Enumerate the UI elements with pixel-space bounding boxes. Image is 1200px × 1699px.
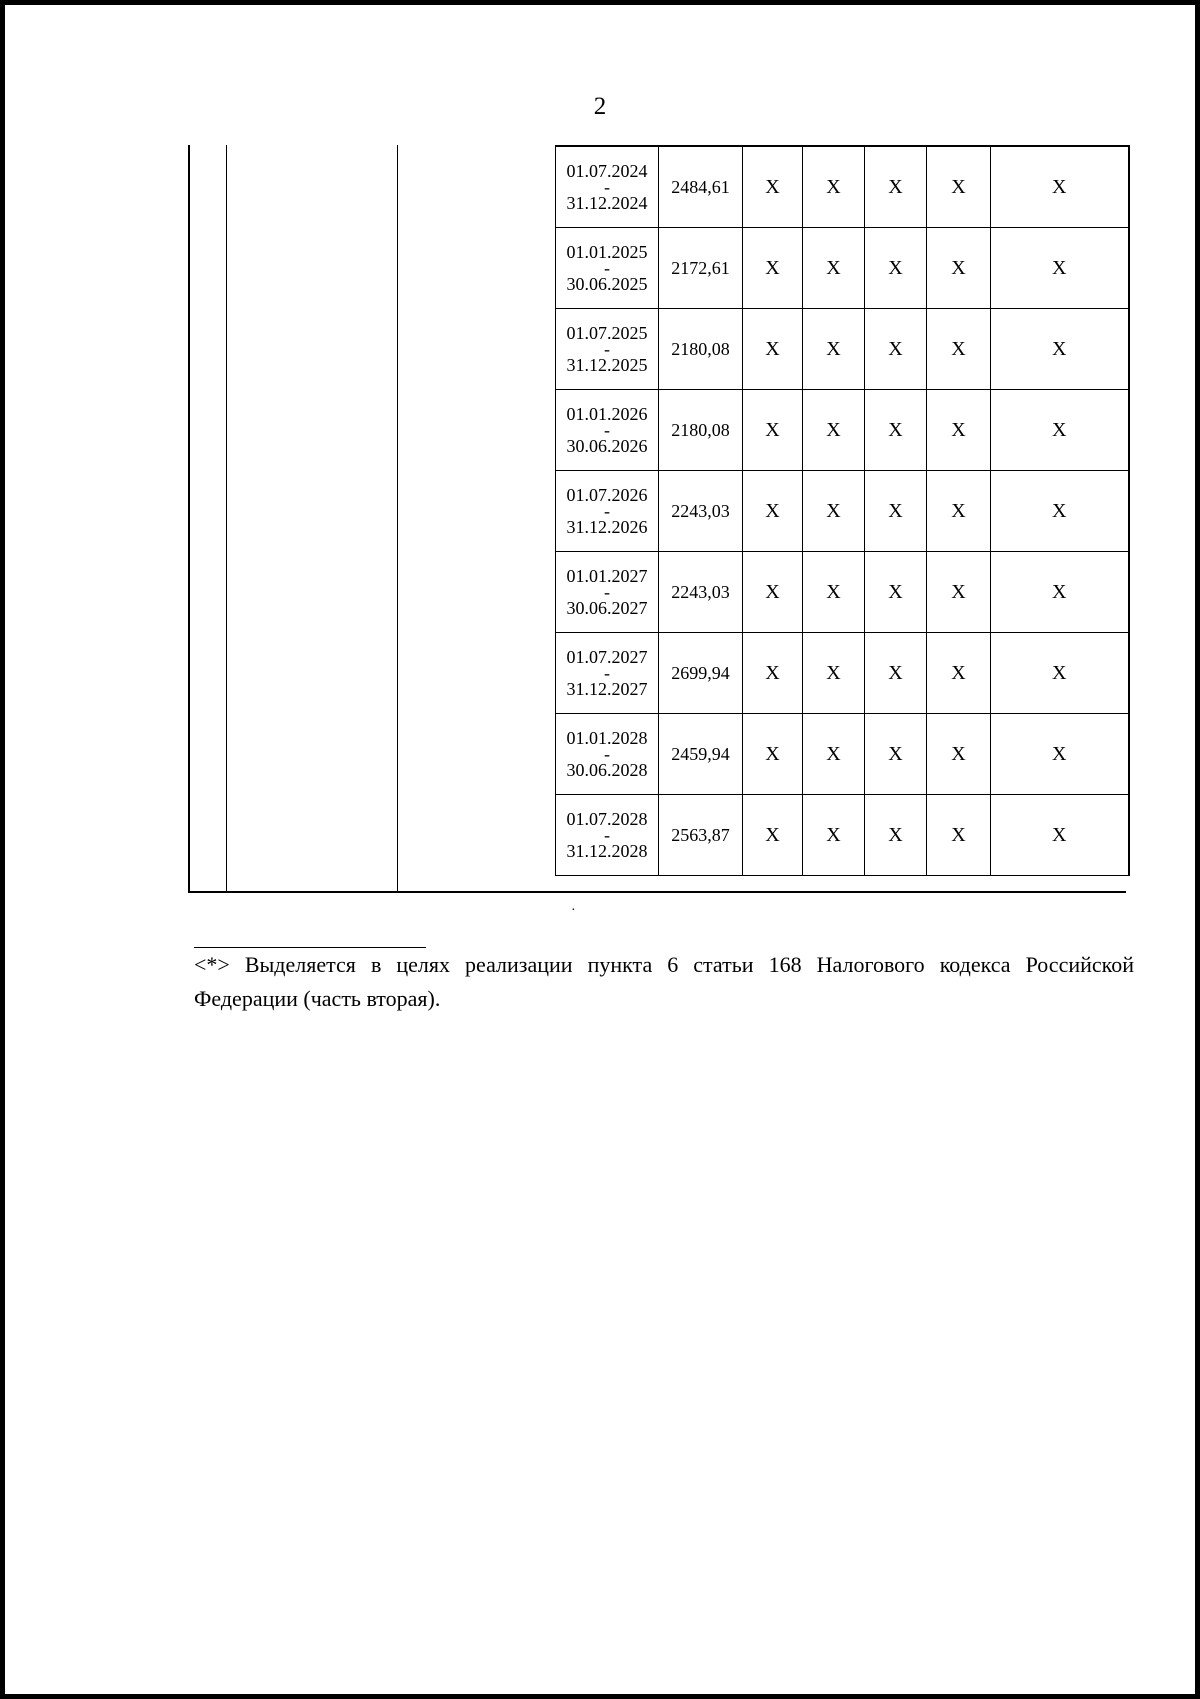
period-cell (556, 633, 659, 714)
mark-cell: X (927, 146, 991, 228)
mark-cell: X (927, 228, 991, 309)
mark-cell: X (865, 795, 927, 876)
table-row (556, 795, 1129, 876)
mark-cell: X (991, 390, 1129, 471)
mark-cell: X (865, 714, 927, 795)
mark-cell: X (803, 309, 865, 390)
mark-cell: X (927, 471, 991, 552)
mark-cell: X (743, 714, 803, 795)
period-separator: - (604, 582, 610, 602)
table-row (556, 471, 1129, 552)
page-number: 2 (593, 93, 607, 120)
period-cell (556, 390, 659, 471)
mark-cell: X (865, 552, 927, 633)
period-end: 30.06.2028 (566, 760, 648, 780)
mark-cell: X (991, 146, 1129, 228)
period-end: 31.12.2026 (566, 517, 648, 537)
period-start: 01.01.2026 (566, 404, 648, 424)
mark-cell: X (803, 714, 865, 795)
period-separator: - (604, 744, 610, 764)
period-start: 01.01.2027 (566, 566, 648, 586)
value-cell: 2172,61 (659, 228, 743, 309)
mark-cell: X (743, 471, 803, 552)
mark-cell: X (803, 552, 865, 633)
mark-cell: X (927, 795, 991, 876)
table-row (556, 228, 1129, 309)
table-row (556, 146, 1129, 228)
tariff-table (188, 145, 1126, 893)
period-cell (556, 471, 659, 552)
value-cell: 2563,87 (659, 795, 743, 876)
period-end: 31.12.2027 (566, 679, 648, 699)
value-cell: 2180,08 (659, 309, 743, 390)
mark-cell: X (991, 471, 1129, 552)
document-page (5, 5, 1195, 1694)
value-cell: 2243,03 (659, 552, 743, 633)
mark-cell: X (865, 633, 927, 714)
period-separator: - (604, 501, 610, 521)
mark-cell: X (991, 228, 1129, 309)
period-separator: - (604, 663, 610, 683)
mark-cell: X (743, 390, 803, 471)
mark-cell: X (927, 309, 991, 390)
table-row (556, 552, 1129, 633)
mark-cell: X (743, 795, 803, 876)
period-start: 01.01.2025 (566, 242, 648, 262)
mark-cell: X (803, 228, 865, 309)
mark-cell: X (991, 309, 1129, 390)
value-cell: 2243,03 (659, 471, 743, 552)
period-separator: - (604, 177, 610, 197)
period-separator: - (604, 258, 610, 278)
mark-cell: X (991, 795, 1129, 876)
mark-cell: X (927, 552, 991, 633)
mark-cell: X (927, 633, 991, 714)
mark-cell: X (991, 714, 1129, 795)
mark-cell: X (743, 228, 803, 309)
mark-cell: X (803, 146, 865, 228)
mark-cell: X (991, 552, 1129, 633)
mark-cell: X (865, 471, 927, 552)
mark-cell: X (865, 228, 927, 309)
mark-cell: X (803, 795, 865, 876)
period-cell (556, 146, 659, 228)
period-cell (556, 714, 659, 795)
period-cell (556, 309, 659, 390)
mark-cell: X (743, 146, 803, 228)
mark-cell: X (865, 309, 927, 390)
mark-cell: X (803, 471, 865, 552)
table-row (556, 633, 1129, 714)
period-cell (556, 795, 659, 876)
tariff-grid (555, 145, 1130, 876)
period-separator: - (604, 339, 610, 359)
mark-cell: X (803, 633, 865, 714)
period-cell (556, 228, 659, 309)
mark-cell: X (803, 390, 865, 471)
stray-mark: · (571, 903, 576, 918)
mark-cell: X (743, 633, 803, 714)
period-end: 31.12.2025 (566, 355, 648, 375)
value-cell: 2459,94 (659, 714, 743, 795)
period-start: 01.07.2024 (566, 161, 648, 181)
period-start: 01.07.2025 (566, 323, 648, 343)
column-divider (397, 145, 398, 891)
mark-cell: X (865, 390, 927, 471)
value-cell: 2699,94 (659, 633, 743, 714)
footnote-text: <*> Выделяется в целях реализации пункта 6 статьи 168 Налогового кодекса Российской Федерации (часть вторая). (194, 952, 1134, 1011)
mark-cell: X (865, 146, 927, 228)
mark-cell: X (991, 633, 1129, 714)
period-start: 01.07.2028 (566, 809, 648, 829)
period-cell (556, 552, 659, 633)
period-separator: - (604, 420, 610, 440)
period-end: 30.06.2026 (566, 436, 648, 456)
period-end: 31.12.2024 (566, 193, 648, 213)
table-row (556, 390, 1129, 471)
mark-cell: X (743, 552, 803, 633)
period-end: 30.06.2025 (566, 274, 648, 294)
period-start: 01.07.2026 (566, 485, 648, 505)
table-row (556, 309, 1129, 390)
mark-cell: X (927, 390, 991, 471)
mark-cell: X (927, 714, 991, 795)
period-end: 30.06.2027 (566, 598, 648, 618)
period-separator: - (604, 825, 610, 845)
column-divider (226, 145, 227, 891)
period-start: 01.07.2027 (566, 647, 648, 667)
value-cell: 2180,08 (659, 390, 743, 471)
period-start: 01.01.2028 (566, 728, 648, 748)
mark-cell: X (743, 309, 803, 390)
period-end: 31.12.2028 (566, 841, 648, 861)
table-row (556, 714, 1129, 795)
value-cell: 2484,61 (659, 146, 743, 228)
